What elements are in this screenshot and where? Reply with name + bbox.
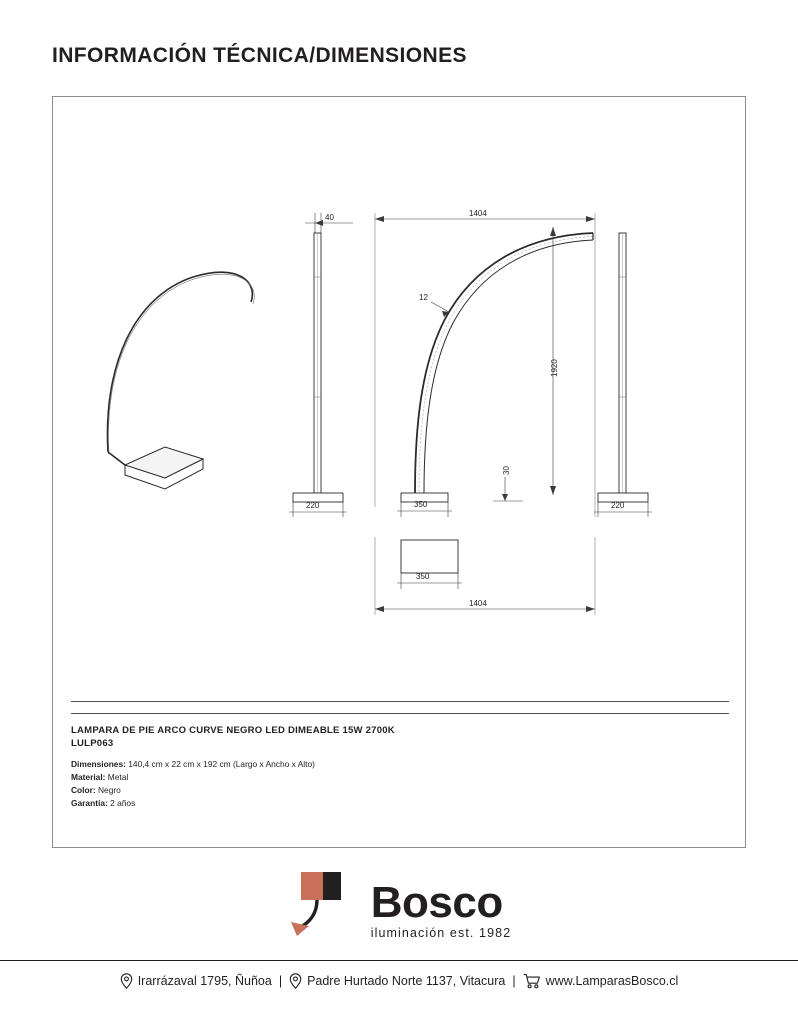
dimension-label-350-base: 350 (414, 500, 428, 509)
footer-address-2 (289, 973, 505, 989)
shopping-cart-icon (523, 973, 541, 989)
attribute-row (71, 758, 729, 771)
dimension-label-1404-top: 1404 (469, 209, 487, 218)
footer (0, 960, 798, 989)
attribute-value: Metal (107, 771, 129, 782)
attribute-label: Dimensiones: (71, 758, 126, 769)
footer-separator-2: | (512, 974, 516, 988)
location-pin-icon (289, 973, 302, 989)
product-sku: LULP063 (71, 737, 114, 749)
lamp-logo-icon (287, 866, 367, 938)
footer-separator-1: | (278, 974, 283, 988)
footer-website-text: www.LamparasBosco.cl (545, 974, 679, 988)
footer-website[interactable] (523, 973, 679, 989)
divider-bottom (71, 713, 729, 714)
dimension-label-220-front: 220 (306, 501, 320, 510)
logo-tagline: iluminación est. 1982 (370, 926, 512, 940)
attribute-row (71, 797, 729, 810)
dimension-label-350-plan: 350 (416, 572, 430, 581)
page-title: INFORMACIÓN TÉCNICA/DIMENSIONES (52, 44, 467, 67)
dimension-label-1404-plan: 1404 (469, 599, 487, 608)
dimension-label-40: 40 (325, 213, 334, 222)
product-spec-block (71, 701, 729, 810)
attribute-label: Garantía: (71, 797, 108, 808)
attribute-label: Color: (71, 784, 96, 795)
attribute-value: 2 años (110, 797, 136, 808)
attribute-value: Negro (97, 784, 121, 795)
attribute-value: 140,4 cm x 22 cm x 192 cm (Largo x Ancho x Alto) (128, 758, 315, 769)
technical-drawing (53, 97, 747, 657)
logo-wordmark: Bosco (370, 878, 503, 928)
attribute-row (71, 771, 729, 784)
technical-drawing-sheet (52, 96, 746, 848)
brand-logo (0, 866, 798, 938)
dimension-label-1920: 1920 (550, 359, 559, 377)
footer-address-2-text: Padre Hurtado Norte 1137, Vitacura (307, 974, 506, 988)
product-name: LAMPARA DE PIE ARCO CURVE NEGRO LED DIMEABLE 15W 2700K (71, 725, 395, 736)
attribute-row (71, 784, 729, 797)
location-pin-icon (120, 973, 133, 989)
product-attributes (71, 758, 729, 810)
attribute-label: Material: (71, 771, 106, 782)
dimension-label-12: 12 (419, 293, 428, 302)
dimension-label-30: 30 (502, 466, 511, 475)
dimension-label-220-side: 220 (611, 501, 625, 510)
footer-address-1 (120, 973, 272, 989)
footer-address-1-text: Irarrázaval 1795, Ñuñoa (137, 974, 272, 988)
divider-top (71, 701, 729, 702)
